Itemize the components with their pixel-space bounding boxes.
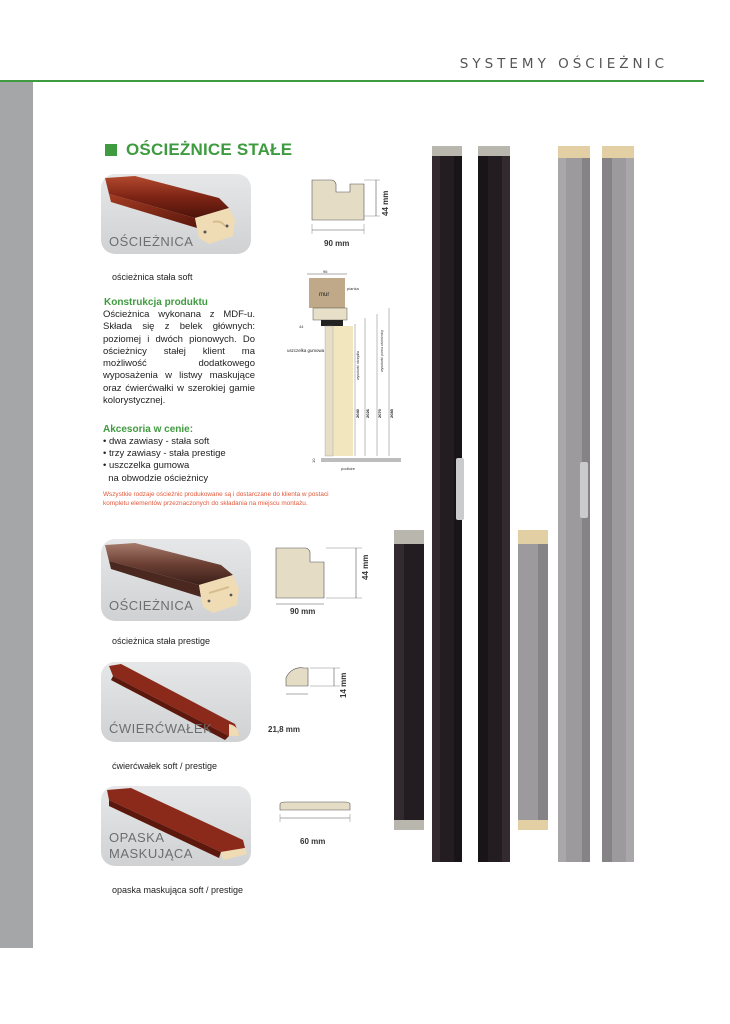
product-card-trim (101, 786, 251, 866)
dimension-drawing-quarter-round (262, 664, 362, 744)
height-dim-soft: 44 mm (381, 190, 390, 216)
green-square-icon (105, 144, 117, 156)
hinge-icon (580, 462, 588, 518)
diagram-left-dim: 44 (299, 324, 304, 329)
header-rule (0, 80, 704, 82)
construction-heading: Konstrukcja produktu (104, 297, 208, 308)
caption-prestige: ościeżnica stała prestige (112, 636, 211, 646)
gasket-label: uszczelka gumowa (287, 348, 325, 353)
list-item: na obwodzie ościeżnicy (103, 472, 209, 484)
dark-jamb-right (476, 146, 512, 862)
wall-label: mur (319, 292, 330, 298)
width-dim-prestige: 90 mm (290, 607, 316, 616)
bottom-dim: 10 (311, 458, 316, 463)
vertical-label-sash: wysokość skrzydła (356, 351, 360, 380)
vertical-label-frame: wysokość pomu ościeżnicy (380, 329, 384, 372)
caption-soft: ościeżnica stała soft (112, 272, 193, 282)
width-dim-trim: 60 mm (300, 837, 326, 846)
diagram-top-dim: 96 (323, 269, 328, 274)
height-value: 2085 (389, 409, 394, 418)
installation-diagram (285, 268, 415, 476)
section-title-text: OŚCIEŻNICE STAŁE (126, 140, 293, 159)
product-card-prestige (101, 539, 251, 621)
height-dim-quarter-round: 14 mm (339, 672, 348, 698)
list-item: • uszczelka gumowa (103, 460, 190, 472)
accessories-heading: Akcesoria w cenie: (103, 424, 194, 435)
list-item: • dwa zawiasy - stała soft (103, 436, 210, 447)
grey-short-jamb (516, 530, 550, 830)
floor-label: podłoże (341, 466, 356, 471)
height-value: 2040 (355, 409, 360, 418)
caption-quarter-round: ćwierćwałek soft / prestige (112, 761, 218, 771)
section-title (105, 140, 292, 160)
side-bar (0, 82, 33, 948)
page-header-title: SYSTEMY OŚCIEŻNIC (459, 56, 668, 72)
dimension-drawing-soft (300, 172, 390, 252)
dark-short-jamb (392, 530, 426, 830)
hinge-icon (456, 458, 464, 520)
construction-body: Ościeżnica wykonana z MDF-u. Składa się z belek głównych: poziomej i dwóch pionowych. Do ościeżnicy stałej klient ma możliwość dodatkowego wyposażenia w listwy maskujące oraz ćwierćwałki w szerokiej gamie kolorystycznej. (103, 309, 255, 407)
height-value: 2070 (377, 409, 382, 418)
width-dim-quarter-round: 21,8 mm (268, 725, 301, 734)
dimension-drawing-prestige (266, 542, 390, 622)
width-dim-soft: 90 mm (324, 239, 350, 248)
dark-jamb-left (430, 146, 464, 862)
foam-label: pianka (347, 286, 359, 291)
card-label: OŚCIEŻNICA (109, 234, 194, 249)
card-label-line1: OPASKA (109, 830, 165, 845)
assembly-note: Wszystkie rodzaje ościeżnic produkowane są i dostarczane do klienta w postaci kompletu elementów przeznaczonych do składania na miejscu montażu. (103, 491, 329, 507)
card-label: OŚCIEŻNICA (109, 598, 194, 613)
product-card-quarter-round (101, 662, 251, 742)
list-item: • trzy zawiasy - stała prestige (103, 448, 226, 460)
card-label: ĆWIERĆWAŁEK (109, 721, 213, 736)
height-value: 2026 (365, 409, 370, 418)
accessories-list (103, 436, 226, 485)
caption-trim: opaska maskująca soft / prestige (112, 885, 244, 895)
height-dim-prestige: 44 mm (361, 554, 370, 580)
card-label-line2: MASKUJĄCA (109, 846, 193, 861)
grey-jamb-left (556, 146, 592, 862)
product-card-soft (101, 174, 251, 254)
dimension-drawing-trim (276, 800, 366, 850)
grey-jamb-right (600, 146, 636, 862)
